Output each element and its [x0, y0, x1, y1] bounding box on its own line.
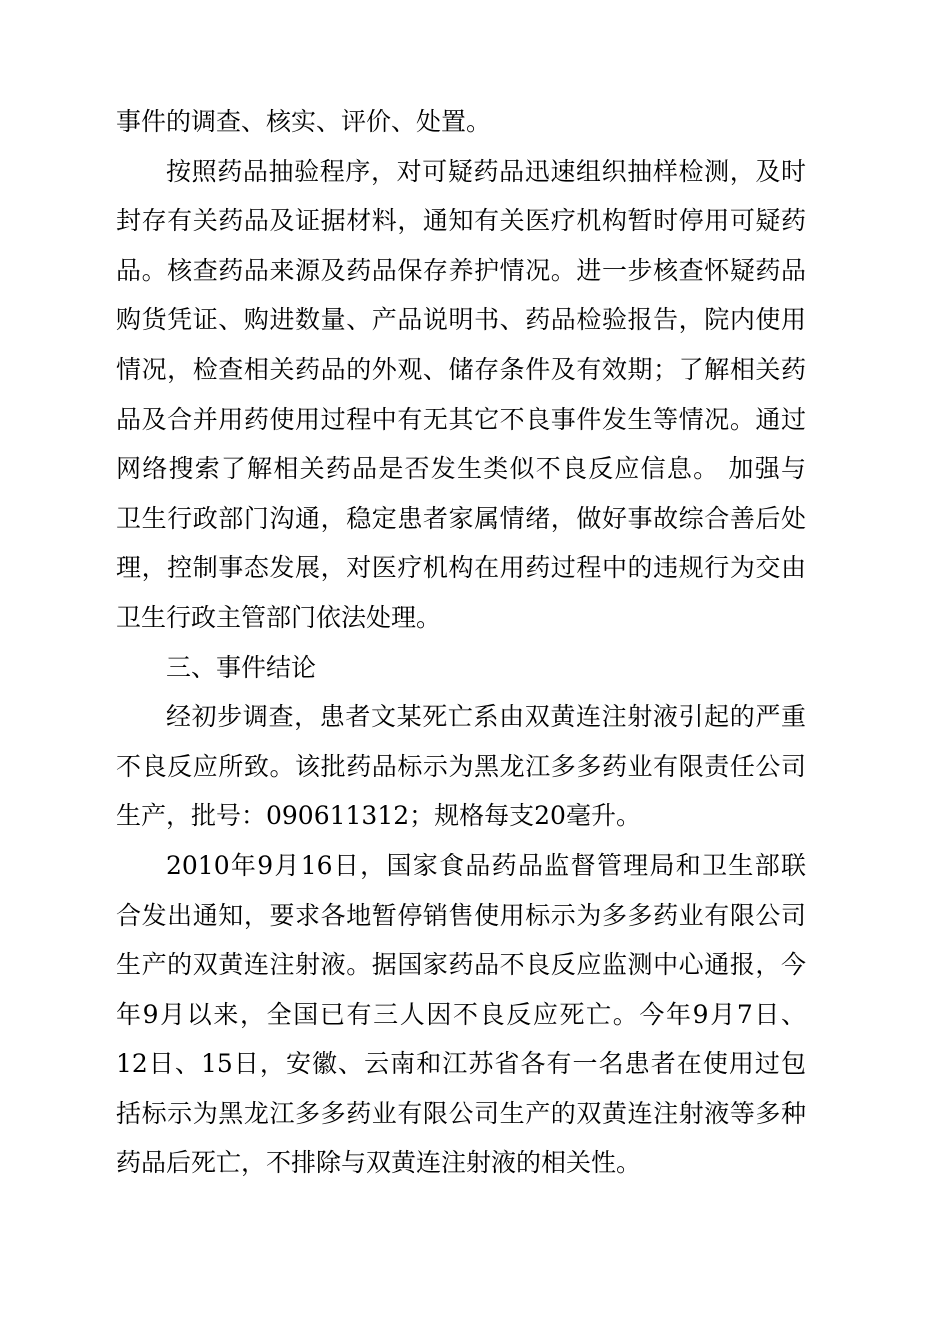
- paragraph-line: 情况，检查相关药品的外观、储存条件及有效期；了解相关药: [116, 354, 806, 384]
- paragraph-line: 事件的调查、核实、评价、处置。: [116, 107, 492, 136]
- paragraph-line: 封存有关药品及证据材料，通知有关医疗机构暂时停用可疑药: [116, 206, 806, 236]
- paragraph-line: 经初步调查，患者文某死亡系由双黄连注射液引起的严重: [166, 702, 806, 732]
- paragraph-line: 网络搜索了解相关药品是否发生类似不良反应信息。 加强与: [116, 454, 806, 484]
- paragraph-line: 卫生行政主管部门依法处理。: [116, 602, 442, 632]
- paragraph-line: 不良反应所致。该批药品标示为黑龙江多多药业有限责任公司: [116, 751, 806, 781]
- paragraph-line: 按照药品抽验程序，对可疑药品迅速组织抽样检测，及时: [166, 156, 806, 186]
- paragraph-line: 购货凭证、购进数量、产品说明书、药品检验报告，院内使用: [116, 305, 806, 335]
- paragraph-line: 理，控制事态发展，对医疗机构在用药过程中的违规行为交由: [116, 553, 806, 583]
- paragraph-line: 卫生行政部门沟通，稳定患者家属情绪，做好事故综合善后处: [116, 503, 806, 533]
- paragraph-line: 品。核查药品来源及药品保存养护情况。进一步核查怀疑药品: [116, 255, 806, 285]
- section-heading: 三、事件结论: [166, 652, 317, 682]
- paragraph-line: 药品后死亡，不排除与双黄连注射液的相关性。: [116, 1148, 642, 1178]
- document-page: [116, 97, 806, 1188]
- paragraph-line: 生产的双黄连注射液。据国家药品不良反应监测中心通报，今: [116, 950, 806, 980]
- paragraph-line: 生产，批号：090611312；规格每支20毫升。: [116, 801, 641, 831]
- paragraph-line: 2010年9月16日，国家食品药品监督管理局和卫生部联: [166, 850, 806, 880]
- paragraph-line: 括标示为黑龙江多多药业有限公司生产的双黄连注射液等多种: [116, 1098, 806, 1128]
- paragraph-line: 12日、15日，安徽、云南和江苏省各有一名患者在使用过包: [116, 1049, 806, 1079]
- paragraph-line: 品及合并用药使用过程中有无其它不良事件发生等情况。通过: [116, 404, 806, 434]
- paragraph-line: 年9月以来，全国已有三人因不良反应死亡。今年9月7日、: [116, 999, 806, 1029]
- paragraph-line: 合发出通知，要求各地暂停销售使用标示为多多药业有限公司: [116, 900, 806, 930]
